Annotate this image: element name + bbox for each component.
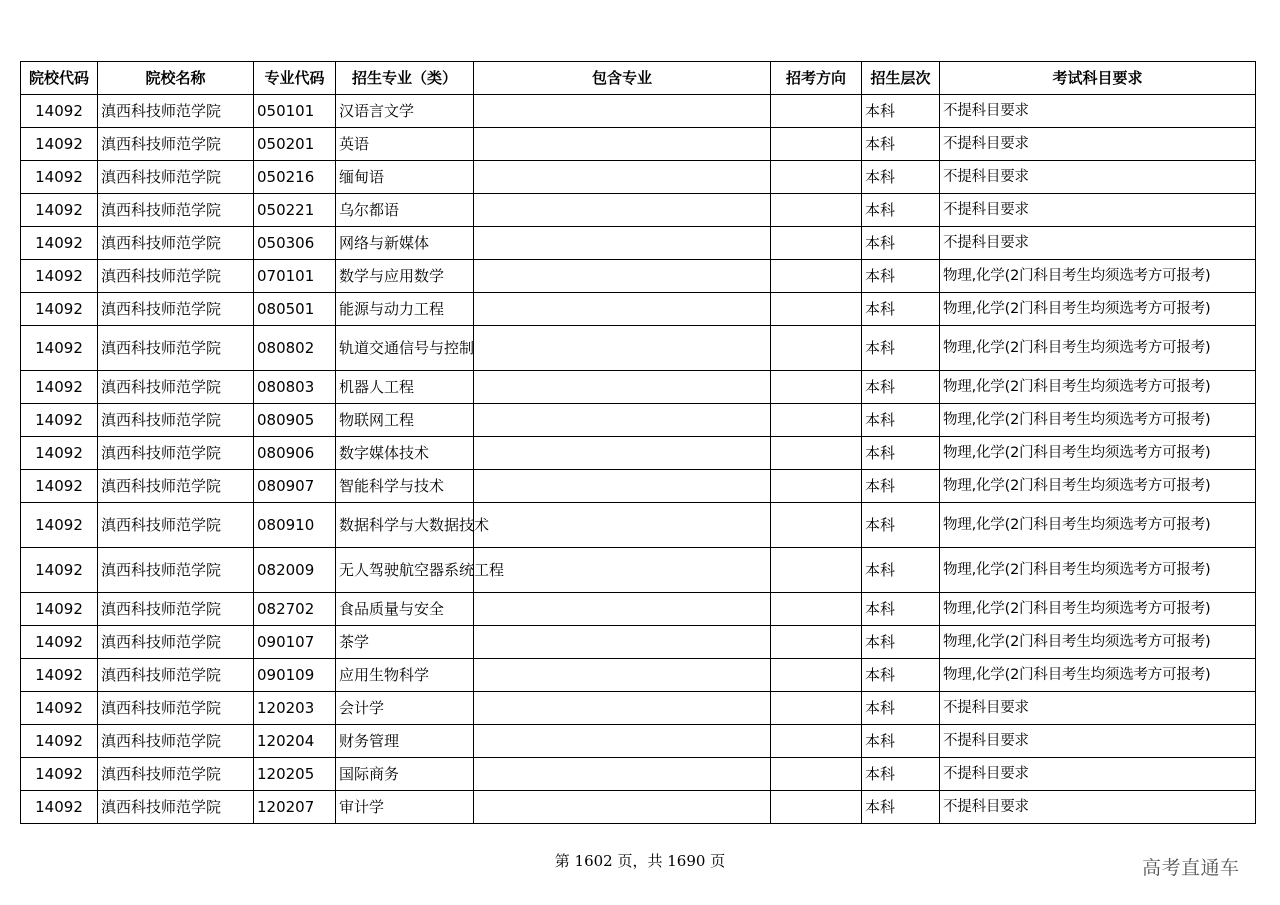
cell-included-majors (474, 404, 771, 437)
cell-major: 能源与动力工程 (336, 293, 474, 326)
cell-school-code: 14092 (21, 371, 98, 404)
cell-included-majors (474, 791, 771, 824)
table-row (21, 293, 1256, 326)
admissions-table (20, 61, 1256, 824)
table-row (21, 725, 1256, 758)
table-row (21, 659, 1256, 692)
table-row (21, 260, 1256, 293)
cell-school-code: 14092 (21, 260, 98, 293)
cell-major-code: 120205 (254, 758, 336, 791)
header-major: 招生专业（类） (336, 62, 474, 95)
cell-major: 物联网工程 (336, 404, 474, 437)
cell-requirement: 物理,化学(2门科目考生均须选考方可报考) (940, 548, 1256, 593)
table-row (21, 404, 1256, 437)
cell-requirement: 物理,化学(2门科目考生均须选考方可报考) (940, 371, 1256, 404)
cell-school-name: 滇西科技师范学院 (98, 194, 254, 227)
cell-level: 本科 (862, 371, 940, 404)
table-body (21, 95, 1256, 824)
cell-included-majors (474, 593, 771, 626)
cell-level: 本科 (862, 503, 940, 548)
cell-major: 数据科学与大数据技术 (336, 503, 474, 548)
cell-school-name: 滇西科技师范学院 (98, 326, 254, 371)
table-row (21, 326, 1256, 371)
cell-major-code: 082702 (254, 593, 336, 626)
cell-direction (771, 503, 862, 548)
cell-direction (771, 791, 862, 824)
table-row (21, 437, 1256, 470)
cell-included-majors (474, 659, 771, 692)
table-row (21, 692, 1256, 725)
header-requirement: 考试科目要求 (940, 62, 1256, 95)
header-direction: 招考方向 (771, 62, 862, 95)
cell-included-majors (474, 194, 771, 227)
cell-requirement: 物理,化学(2门科目考生均须选考方可报考) (940, 470, 1256, 503)
cell-requirement: 物理,化学(2门科目考生均须选考方可报考) (940, 626, 1256, 659)
cell-included-majors (474, 161, 771, 194)
cell-included-majors (474, 758, 771, 791)
cell-school-name: 滇西科技师范学院 (98, 404, 254, 437)
cell-direction (771, 293, 862, 326)
page-number: 第 1602 页，共 1690 页 (554, 852, 726, 870)
cell-level: 本科 (862, 758, 940, 791)
cell-level: 本科 (862, 95, 940, 128)
table-row (21, 626, 1256, 659)
table-row (21, 593, 1256, 626)
cell-major-code: 050221 (254, 194, 336, 227)
cell-requirement: 不提科目要求 (940, 161, 1256, 194)
cell-major-code: 090107 (254, 626, 336, 659)
cell-direction (771, 260, 862, 293)
cell-major-code: 080906 (254, 437, 336, 470)
cell-direction (771, 548, 862, 593)
header-level: 招生层次 (862, 62, 940, 95)
cell-school-code: 14092 (21, 470, 98, 503)
table-row (21, 128, 1256, 161)
cell-level: 本科 (862, 593, 940, 626)
cell-school-code: 14092 (21, 194, 98, 227)
cell-school-code: 14092 (21, 128, 98, 161)
cell-included-majors (474, 260, 771, 293)
cell-school-code: 14092 (21, 593, 98, 626)
cell-school-code: 14092 (21, 161, 98, 194)
cell-direction (771, 626, 862, 659)
cell-school-name: 滇西科技师范学院 (98, 503, 254, 548)
cell-major: 缅甸语 (336, 161, 474, 194)
cell-included-majors (474, 503, 771, 548)
cell-level: 本科 (862, 437, 940, 470)
cell-school-name: 滇西科技师范学院 (98, 95, 254, 128)
cell-direction (771, 437, 862, 470)
cell-level: 本科 (862, 326, 940, 371)
cell-direction (771, 404, 862, 437)
cell-school-code: 14092 (21, 326, 98, 371)
cell-school-name: 滇西科技师范学院 (98, 758, 254, 791)
cell-direction (771, 659, 862, 692)
cell-major: 乌尔都语 (336, 194, 474, 227)
cell-direction (771, 194, 862, 227)
cell-included-majors (474, 437, 771, 470)
cell-school-code: 14092 (21, 548, 98, 593)
table-row (21, 470, 1256, 503)
cell-major-code: 080501 (254, 293, 336, 326)
cell-requirement: 物理,化学(2门科目考生均须选考方可报考) (940, 659, 1256, 692)
cell-school-name: 滇西科技师范学院 (98, 128, 254, 161)
table-row (21, 95, 1256, 128)
cell-direction (771, 593, 862, 626)
cell-requirement: 物理,化学(2门科目考生均须选考方可报考) (940, 260, 1256, 293)
cell-included-majors (474, 293, 771, 326)
cell-major: 应用生物科学 (336, 659, 474, 692)
cell-direction (771, 725, 862, 758)
cell-requirement: 不提科目要求 (940, 194, 1256, 227)
cell-major-code: 070101 (254, 260, 336, 293)
cell-school-code: 14092 (21, 404, 98, 437)
cell-major-code: 080803 (254, 371, 336, 404)
cell-school-name: 滇西科技师范学院 (98, 293, 254, 326)
cell-major: 轨道交通信号与控制 (336, 326, 474, 371)
cell-school-name: 滇西科技师范学院 (98, 692, 254, 725)
cell-school-code: 14092 (21, 626, 98, 659)
cell-requirement: 物理,化学(2门科目考生均须选考方可报考) (940, 326, 1256, 371)
cell-major-code: 120203 (254, 692, 336, 725)
cell-school-code: 14092 (21, 503, 98, 548)
cell-level: 本科 (862, 227, 940, 260)
cell-level: 本科 (862, 161, 940, 194)
cell-major-code: 090109 (254, 659, 336, 692)
cell-major: 智能科学与技术 (336, 470, 474, 503)
cell-major: 会计学 (336, 692, 474, 725)
cell-major: 茶学 (336, 626, 474, 659)
cell-requirement: 物理,化学(2门科目考生均须选考方可报考) (940, 437, 1256, 470)
cell-major-code: 120207 (254, 791, 336, 824)
cell-major: 汉语言文学 (336, 95, 474, 128)
cell-school-name: 滇西科技师范学院 (98, 470, 254, 503)
cell-level: 本科 (862, 548, 940, 593)
table-row (21, 791, 1256, 824)
cell-included-majors (474, 548, 771, 593)
cell-requirement: 不提科目要求 (940, 128, 1256, 161)
cell-direction (771, 95, 862, 128)
cell-school-name: 滇西科技师范学院 (98, 227, 254, 260)
cell-level: 本科 (862, 260, 940, 293)
cell-school-code: 14092 (21, 293, 98, 326)
cell-requirement: 不提科目要求 (940, 725, 1256, 758)
cell-school-code: 14092 (21, 95, 98, 128)
cell-requirement: 物理,化学(2门科目考生均须选考方可报考) (940, 293, 1256, 326)
table-row (21, 371, 1256, 404)
cell-major: 国际商务 (336, 758, 474, 791)
cell-major-code: 120204 (254, 725, 336, 758)
cell-major-code: 080910 (254, 503, 336, 548)
cell-direction (771, 161, 862, 194)
cell-school-name: 滇西科技师范学院 (98, 791, 254, 824)
header-row (21, 62, 1256, 95)
cell-school-name: 滇西科技师范学院 (98, 593, 254, 626)
cell-school-code: 14092 (21, 725, 98, 758)
cell-major-code: 050101 (254, 95, 336, 128)
cell-direction (771, 692, 862, 725)
cell-requirement: 不提科目要求 (940, 95, 1256, 128)
cell-included-majors (474, 725, 771, 758)
cell-included-majors (474, 371, 771, 404)
cell-included-majors (474, 95, 771, 128)
cell-level: 本科 (862, 194, 940, 227)
table-row (21, 758, 1256, 791)
cell-level: 本科 (862, 791, 940, 824)
cell-major-code: 080907 (254, 470, 336, 503)
cell-major: 财务管理 (336, 725, 474, 758)
cell-requirement: 物理,化学(2门科目考生均须选考方可报考) (940, 503, 1256, 548)
cell-school-code: 14092 (21, 791, 98, 824)
header-school-name: 院校名称 (98, 62, 254, 95)
cell-major-code: 050201 (254, 128, 336, 161)
cell-included-majors (474, 227, 771, 260)
cell-major: 数学与应用数学 (336, 260, 474, 293)
cell-level: 本科 (862, 128, 940, 161)
cell-included-majors (474, 326, 771, 371)
cell-requirement: 不提科目要求 (940, 791, 1256, 824)
cell-included-majors (474, 128, 771, 161)
cell-school-name: 滇西科技师范学院 (98, 725, 254, 758)
cell-major: 数字媒体技术 (336, 437, 474, 470)
cell-major: 网络与新媒体 (336, 227, 474, 260)
cell-direction (771, 470, 862, 503)
table-row (21, 503, 1256, 548)
cell-requirement: 不提科目要求 (940, 692, 1256, 725)
cell-included-majors (474, 470, 771, 503)
cell-level: 本科 (862, 470, 940, 503)
table-row (21, 548, 1256, 593)
cell-level: 本科 (862, 659, 940, 692)
cell-requirement: 物理,化学(2门科目考生均须选考方可报考) (940, 593, 1256, 626)
cell-school-code: 14092 (21, 659, 98, 692)
cell-school-name: 滇西科技师范学院 (98, 161, 254, 194)
cell-included-majors (474, 692, 771, 725)
header-included-majors: 包含专业 (474, 62, 771, 95)
cell-school-name: 滇西科技师范学院 (98, 371, 254, 404)
cell-major-code: 050306 (254, 227, 336, 260)
cell-level: 本科 (862, 626, 940, 659)
cell-level: 本科 (862, 293, 940, 326)
cell-school-name: 滇西科技师范学院 (98, 548, 254, 593)
cell-major: 英语 (336, 128, 474, 161)
cell-direction (771, 326, 862, 371)
cell-level: 本科 (862, 725, 940, 758)
watermark-text: 高考直通车 (1142, 857, 1240, 879)
table-row (21, 161, 1256, 194)
cell-direction (771, 758, 862, 791)
cell-included-majors (474, 626, 771, 659)
cell-school-code: 14092 (21, 758, 98, 791)
cell-direction (771, 128, 862, 161)
cell-school-name: 滇西科技师范学院 (98, 437, 254, 470)
cell-school-code: 14092 (21, 437, 98, 470)
cell-level: 本科 (862, 404, 940, 437)
header-major-code: 专业代码 (254, 62, 336, 95)
cell-school-name: 滇西科技师范学院 (98, 626, 254, 659)
table-header (21, 62, 1256, 95)
cell-requirement: 不提科目要求 (940, 227, 1256, 260)
cell-major-code: 080802 (254, 326, 336, 371)
cell-major-code: 080905 (254, 404, 336, 437)
cell-requirement: 不提科目要求 (940, 758, 1256, 791)
cell-requirement: 物理,化学(2门科目考生均须选考方可报考) (940, 404, 1256, 437)
header-school-code: 院校代码 (21, 62, 98, 95)
table-row (21, 194, 1256, 227)
cell-level: 本科 (862, 692, 940, 725)
cell-major-code: 082009 (254, 548, 336, 593)
cell-direction (771, 227, 862, 260)
cell-major: 机器人工程 (336, 371, 474, 404)
cell-major: 无人驾驶航空器系统工程 (336, 548, 474, 593)
cell-school-name: 滇西科技师范学院 (98, 659, 254, 692)
cell-direction (771, 371, 862, 404)
cell-major: 食品质量与安全 (336, 593, 474, 626)
cell-major: 审计学 (336, 791, 474, 824)
table-row (21, 227, 1256, 260)
cell-school-name: 滇西科技师范学院 (98, 260, 254, 293)
cell-school-code: 14092 (21, 227, 98, 260)
cell-school-code: 14092 (21, 692, 98, 725)
cell-major-code: 050216 (254, 161, 336, 194)
